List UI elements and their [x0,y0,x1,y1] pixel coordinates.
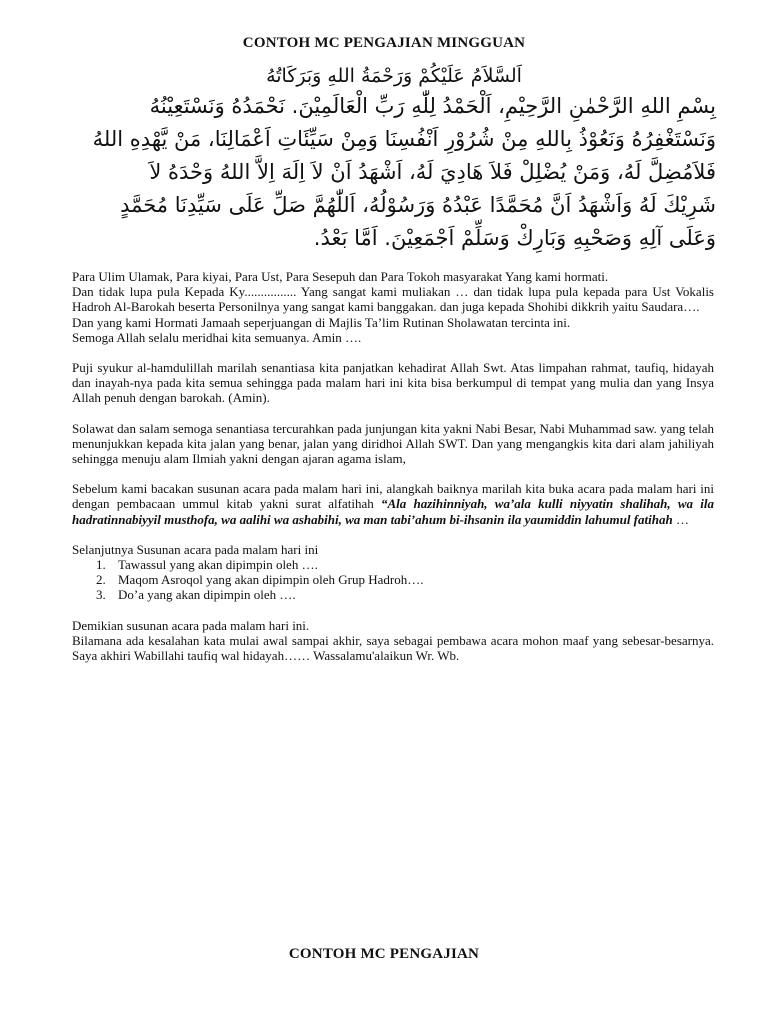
spacer [72,466,714,481]
spacer [72,406,714,421]
alfatihah-tail: … [672,511,689,527]
second-title: CONTOH MC PENGAJIAN [288,946,480,962]
spacer [72,345,714,360]
closing-line-1: Demikian susunan acara pada malam hari ini. [72,617,310,633]
list-text: Maqom Asroqol yang akan dipimpin oleh Grup Hadroh…. [118,572,424,588]
greeting-line-1: Para Ulim Ulamak, Para kiyai, Para Ust, Para Sesepuh dan Para Tokoh masyarakat Yang kami hormati. [72,269,609,284]
greeting-line-2: Dan tidak lupa pula Kepada Ky................ Yang sangat kami muliakan … dan tidak lupa pula kepada para Ust Vokalis Hadroh Al-Barokah beserta Personilnya yang sangat kami banggakan. dan juga kepada Shohibi dikkrih yaitu Saudara…. [72,284,714,315]
list-number: 2. [96,572,106,588]
acara-intro: Selanjutnya Susunan acara pada malam hari ini [72,541,319,557]
paragraph-solawat: Solawat dan salam semoga senantiasa tercurahkan pada junjungan kita yakni Nabi Besar, Nabi Muhammad saw. yang telah menunjukkan kepada kita jalan yang benar, jalan yang diridhoi Allah SWT. Dan yang mengangkis kita dari alam jahiliyah sehingga menuju alam Ilmiah yakni dengan ajaran agama islam, [72,420,714,467]
document-body [72,269,714,663]
alfatihah-intro: Sebelum kami bacakan susunan acara pada malam hari ini, alangkah baiknya marilah kita buka acara pada malam hari ini dengan pembacaan ummul kitab yakni surat alfatihah [72,481,714,512]
spacer [72,603,714,618]
list-text: Do’a yang akan dipimpin oleh …. [118,587,296,603]
acara-list [72,557,714,603]
paragraph-puji-syukur: Puji syukur al-hamdulillah marilah senantiasa kita panjatkan kehadirat Allah Swt. Atas limpahan rahmat, taufiq, hidayah dan inayah-nya pada kita semua sehingga pada malam hari ini kita bisa berkumpul di tempat yang mulia dan yang Insya Allah penuh dengan barokah. (Amin). [72,360,714,406]
arabic-line-2: وَنَسْتَغْفِرُهُ وَنَعُوْذُ بِاللهِ مِنْ شُرُوْرِ اَنْفُسِنَا وَمِنْ سَيِّئَاتِ اَعْمَالِنَا، مَنْ يَّهْدِهِ اللهُ [92,127,716,151]
document-title: CONTOH MC PENGAJIAN MINGGUAN [242,35,526,51]
list-item [72,557,714,572]
arabic-salam: اَلسَّلاَمُ عَلَيْكُمْ وَرَحْمَةُ اللهِ وَبَرَكَاتُهُ [266,65,522,87]
alfatihah-arabic-latin: “Ala hazihinniyah, wa’ala kulli niyyatin shalihah, wa ila hadratinnabiyyil musthofa, wa aalihi wa ashabihi, wa man tabi’ahum bi-ihsanin ila yaumiddin lahumul fatihah [72,496,714,527]
greeting-line-4: Semoga Allah selalu meridhai kita semuanya. Amin …. [72,329,362,345]
list-number: 1. [96,557,106,573]
list-number: 3. [96,587,106,603]
arabic-line-4: شَرِيْكَ لَهُ وَاَشْهَدُ اَنَّ مُحَمَّدًا عَبْدُهُ وَرَسُوْلُهُ، اَللّٰهُمَّ صَلِّ عَلَى سَيِّدِنَا مُحَمَّدٍ [120,193,716,217]
arabic-line-3: فَلاَمُضِلَّ لَهُ، وَمَنْ يُضْلِلْ فَلاَ هَادِيَ لَهُ، اَشْهَدُ اَنْ لاَ اِلَهَ اِلاَّ اللهُ وَحْدَهُ لاَ [149,160,716,184]
arabic-line-5: وَعَلَى آلِهِ وَصَحْبِهِ وَبَارِكْ وَسَلِّمْ اَجْمَعِيْنَ. اَمَّا بَعْدُ. [313,226,716,250]
closing-line-2: Bilamana ada kesalahan kata mulai awal sampai akhir, saya sebagai pembawa acara mohon maaf yang sebesar-besarnya. Saya akhiri Wabillahi taufiq wal hidayah…… Wassalamu'alaikun Wr. Wb. [72,632,714,664]
list-item [72,587,714,602]
arabic-opening [72,62,716,255]
list-text: Tawassul yang akan dipimpin oleh …. [118,557,318,573]
greeting-line-3: Dan yang kami Hormati Jamaah seperjuangan di Majlis Ta’lim Rutinan Sholawatan tercinta ini. [72,314,571,330]
spacer [72,527,714,542]
paragraph-alfatihah [72,481,714,527]
list-item [72,572,714,587]
arabic-line-1: بِسْمِ اللهِ الرَّحْمٰنِ الرَّحِيْمِ، اَلْحَمْدُ لِلّٰهِ رَبِّ الْعَالَمِيْنَ. نَحْمَدُهُ وَنَسْتَعِيْنُهُ [149,94,716,118]
